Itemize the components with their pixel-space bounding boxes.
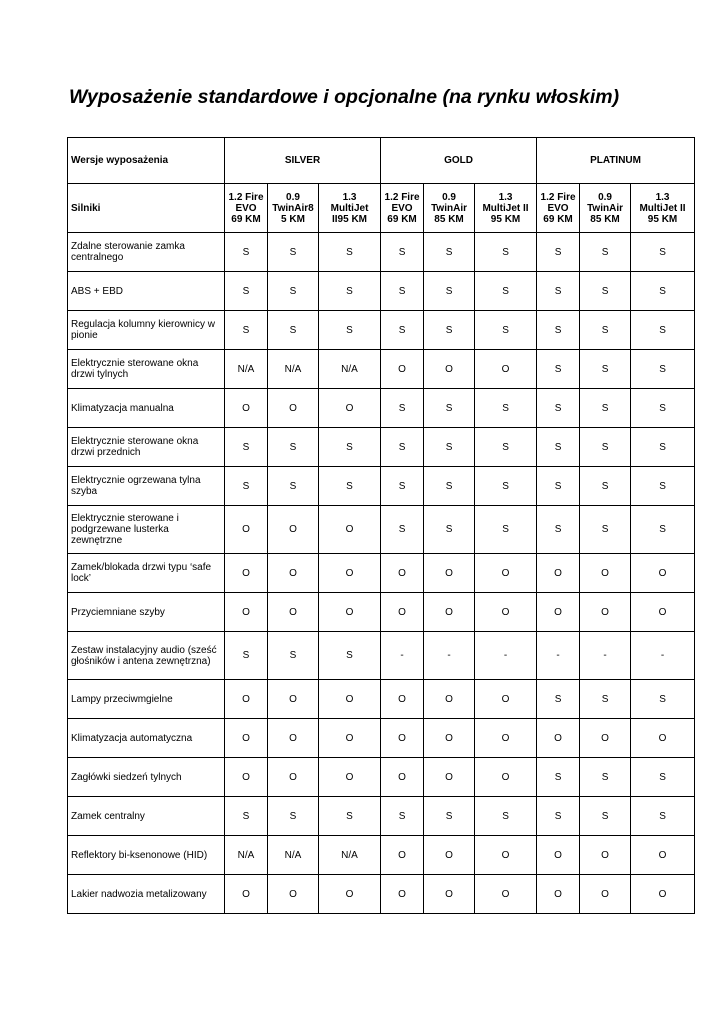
feature-line: Zamek/blokada drzwi typu ‘safe (71, 562, 212, 573)
value-cell: O (319, 506, 381, 554)
value-cell: S (475, 797, 537, 836)
value-cell: S (631, 680, 695, 719)
engine-line: 85 KM (590, 213, 620, 225)
value-cell: O (319, 554, 381, 593)
value-cell: S (319, 311, 381, 350)
value-cell: O (475, 350, 537, 389)
value-cell: S (580, 389, 631, 428)
value-cell: S (580, 758, 631, 797)
engine-line: 5 KM (281, 213, 305, 225)
value-cell: S (319, 233, 381, 272)
feature-name-cell (68, 680, 225, 719)
value-cell: S (268, 797, 319, 836)
value-cell: O (475, 554, 537, 593)
value-cell: O (319, 758, 381, 797)
value-cell: S (381, 311, 424, 350)
value-cell: S (424, 311, 475, 350)
value-cell: O (225, 506, 268, 554)
value-cell: S (475, 506, 537, 554)
value-cell: O (475, 719, 537, 758)
feature-name-cell (68, 554, 225, 593)
value-cell: S (580, 506, 631, 554)
value-cell: S (319, 797, 381, 836)
engine-line: 69 KM (543, 213, 573, 225)
feature-line: centralnego (71, 252, 124, 263)
value-cell: O (319, 680, 381, 719)
engine-line: MultiJet II (639, 202, 686, 214)
engine-line: EVO (235, 202, 257, 214)
value-cell: O (268, 758, 319, 797)
value-cell: S (631, 467, 695, 506)
value-cell: O (319, 875, 381, 914)
value-cell: S (424, 467, 475, 506)
value-cell: O (225, 554, 268, 593)
value-cell: S (268, 632, 319, 680)
value-cell: S (424, 797, 475, 836)
value-cell: S (580, 428, 631, 467)
feature-name-cell (68, 467, 225, 506)
value-cell: - (631, 632, 695, 680)
value-cell: S (381, 467, 424, 506)
value-cell: N/A (268, 350, 319, 389)
value-cell: O (475, 680, 537, 719)
value-cell: O (424, 593, 475, 632)
value-cell: S (225, 311, 268, 350)
value-cell: O (631, 836, 695, 875)
table-row (68, 554, 695, 593)
value-cell: S (381, 428, 424, 467)
engine-header-cell (225, 184, 268, 233)
value-cell: S (631, 311, 695, 350)
engine-line: 85 KM (434, 213, 464, 225)
engine-line: 0.9 (286, 191, 300, 203)
feature-name-cell (68, 350, 225, 389)
version-gold: GOLD (381, 138, 537, 184)
value-cell: O (631, 593, 695, 632)
value-cell: S (537, 506, 580, 554)
feature-line: Zestaw instalacyjny audio (sześć (71, 644, 217, 656)
engine-header-cell (381, 184, 424, 233)
value-cell: O (268, 506, 319, 554)
value-cell: S (424, 428, 475, 467)
value-cell: N/A (225, 836, 268, 875)
value-cell: S (381, 389, 424, 428)
value-cell: O (381, 350, 424, 389)
table-row (68, 719, 695, 758)
value-cell: S (225, 797, 268, 836)
engine-header-cell (631, 184, 695, 233)
value-cell: O (225, 593, 268, 632)
engine-line: 69 KM (231, 213, 261, 225)
value-cell: S (268, 233, 319, 272)
value-cell: O (319, 719, 381, 758)
table-row (68, 272, 695, 311)
feature-name-cell (68, 506, 225, 554)
table-row (68, 233, 695, 272)
table-row (68, 758, 695, 797)
feature-line: Elektrycznie ogrzewana tylna (71, 475, 201, 486)
table-row (68, 506, 695, 554)
engine-line: TwinAir8 (272, 202, 314, 214)
value-cell: O (381, 680, 424, 719)
value-cell: O (475, 875, 537, 914)
feature-line: Zamek centralny (71, 810, 145, 822)
value-cell: O (475, 593, 537, 632)
value-cell: N/A (319, 836, 381, 875)
value-cell: S (475, 272, 537, 311)
value-cell: S (424, 389, 475, 428)
engine-line: TwinAir (587, 202, 623, 214)
value-cell: S (631, 389, 695, 428)
value-cell: S (631, 428, 695, 467)
table-row (68, 836, 695, 875)
feature-line: pionie (71, 330, 98, 341)
value-cell: S (580, 680, 631, 719)
feature-line: Zdalne sterowanie zamka (71, 241, 185, 252)
value-cell: S (475, 233, 537, 272)
table-row (68, 875, 695, 914)
value-cell: S (268, 467, 319, 506)
value-cell: S (537, 758, 580, 797)
value-cell: S (580, 233, 631, 272)
value-cell: S (631, 272, 695, 311)
engines-label: Silniki (68, 184, 225, 233)
engine-line: 1.2 Fire (228, 191, 264, 203)
engine-line: 1.3 (498, 191, 513, 203)
engine-line: 1.2 Fire (540, 191, 576, 203)
table-row (68, 311, 695, 350)
engine-line: MultiJet (330, 202, 369, 214)
value-cell: S (225, 428, 268, 467)
value-cell: S (381, 506, 424, 554)
version-silver: SILVER (225, 138, 381, 184)
engine-header-cell (424, 184, 475, 233)
feature-line: Lakier nadwozia metalizowany (71, 888, 207, 900)
engine-line: II95 KM (332, 213, 368, 225)
value-cell: O (268, 593, 319, 632)
value-cell: O (631, 719, 695, 758)
value-cell: N/A (319, 350, 381, 389)
value-cell: S (268, 311, 319, 350)
value-cell: - (580, 632, 631, 680)
engine-line: TwinAir (431, 202, 467, 214)
feature-line: Elektrycznie sterowane i (71, 513, 179, 524)
feature-line: Regulacja kolumny kierownicy w (71, 319, 215, 330)
value-cell: O (475, 836, 537, 875)
versions-label: Wersje wyposażenia (68, 138, 225, 184)
feature-name-cell (68, 836, 225, 875)
feature-name-cell (68, 428, 225, 467)
value-cell: O (537, 719, 580, 758)
feature-line: zewnętrzne (71, 535, 123, 546)
value-cell: O (319, 389, 381, 428)
value-cell: O (537, 875, 580, 914)
engine-header-cell (580, 184, 631, 233)
value-cell: - (475, 632, 537, 680)
value-cell: O (225, 680, 268, 719)
value-cell: S (225, 272, 268, 311)
feature-line: Klimatyzacja automatyczna (71, 732, 193, 744)
feature-name-cell (68, 593, 225, 632)
feature-line: Elektrycznie sterowane okna (71, 358, 199, 369)
table-row (68, 428, 695, 467)
engine-header-cell (475, 184, 537, 233)
value-cell: S (537, 350, 580, 389)
value-cell: S (537, 428, 580, 467)
value-cell: O (580, 836, 631, 875)
value-cell: S (225, 467, 268, 506)
value-cell: - (537, 632, 580, 680)
table-row (68, 389, 695, 428)
engine-line: 1.3 (342, 191, 357, 203)
value-cell: O (537, 593, 580, 632)
value-cell: S (225, 632, 268, 680)
feature-line: Zagłówki siedzeń tylnych (71, 771, 182, 783)
feature-line: głośników i antena zewnętrzna) (71, 655, 211, 667)
value-cell: S (381, 272, 424, 311)
engine-line: 69 KM (387, 213, 417, 225)
feature-name-cell (68, 797, 225, 836)
page-title: Wyposażenie standardowe i opcjonalne (na rynku włoskim) (69, 86, 620, 108)
value-cell: O (381, 554, 424, 593)
engine-line: MultiJet II (482, 202, 529, 214)
feature-line: Przyciemniane szyby (71, 606, 165, 618)
value-cell: O (631, 875, 695, 914)
value-cell: S (580, 350, 631, 389)
engine-line: 1.2 Fire (384, 191, 420, 203)
feature-line: lock’ (71, 573, 92, 584)
value-cell: S (537, 467, 580, 506)
value-cell: S (424, 233, 475, 272)
value-cell: S (319, 467, 381, 506)
value-cell: S (631, 506, 695, 554)
value-cell: O (381, 875, 424, 914)
value-cell: O (225, 758, 268, 797)
engine-line: EVO (391, 202, 413, 214)
feature-name-cell (68, 632, 225, 680)
value-cell: S (381, 233, 424, 272)
value-cell: S (580, 467, 631, 506)
value-cell: O (475, 758, 537, 797)
equipment-table (67, 137, 695, 914)
value-cell: O (537, 836, 580, 875)
value-cell: S (319, 272, 381, 311)
engine-header-cell (537, 184, 580, 233)
value-cell: S (631, 758, 695, 797)
table-row (68, 467, 695, 506)
value-cell: O (381, 719, 424, 758)
value-cell: S (475, 428, 537, 467)
value-cell: O (580, 875, 631, 914)
engine-header-cell (268, 184, 319, 233)
value-cell: O (381, 836, 424, 875)
value-cell: S (580, 797, 631, 836)
value-cell: O (424, 719, 475, 758)
value-cell: O (381, 593, 424, 632)
table-row (68, 680, 695, 719)
value-cell: S (537, 311, 580, 350)
value-cell: S (631, 797, 695, 836)
value-cell: O (268, 554, 319, 593)
version-platinum: PLATINUM (537, 138, 695, 184)
value-cell: S (537, 233, 580, 272)
feature-line: podgrzewane lusterka (71, 524, 169, 535)
value-cell: S (537, 389, 580, 428)
value-cell: O (381, 758, 424, 797)
engine-line: 95 KM (490, 213, 521, 225)
engines-header-row (68, 184, 695, 233)
feature-name-cell (68, 233, 225, 272)
value-cell: S (537, 797, 580, 836)
value-cell: S (225, 233, 268, 272)
value-cell: S (580, 272, 631, 311)
value-cell: S (475, 389, 537, 428)
value-cell: S (424, 506, 475, 554)
value-cell: O (537, 554, 580, 593)
feature-name-cell (68, 875, 225, 914)
value-cell: S (631, 233, 695, 272)
feature-line: ABS + EBD (71, 285, 123, 297)
feature-line: Elektrycznie sterowane okna (71, 436, 199, 447)
value-cell: O (580, 593, 631, 632)
value-cell: O (424, 554, 475, 593)
value-cell: N/A (225, 350, 268, 389)
value-cell: S (631, 350, 695, 389)
value-cell: O (225, 875, 268, 914)
value-cell: S (319, 632, 381, 680)
value-cell: - (424, 632, 475, 680)
engine-header-cell (319, 184, 381, 233)
value-cell: S (537, 272, 580, 311)
feature-name-cell (68, 719, 225, 758)
feature-name-cell (68, 311, 225, 350)
value-cell: O (268, 875, 319, 914)
value-cell: O (225, 719, 268, 758)
value-cell: O (424, 350, 475, 389)
value-cell: O (268, 680, 319, 719)
engine-line: 95 KM (647, 213, 678, 225)
value-cell: - (381, 632, 424, 680)
feature-line: Lampy przeciwmgielne (71, 693, 173, 705)
value-cell: O (424, 680, 475, 719)
table-row (68, 350, 695, 389)
value-cell: S (475, 467, 537, 506)
value-cell: N/A (268, 836, 319, 875)
feature-line: Reflektory bi-ksenonowe (HID) (71, 849, 208, 861)
value-cell: O (424, 875, 475, 914)
value-cell: S (475, 311, 537, 350)
feature-line: drzwi przednich (71, 447, 141, 458)
feature-line: drzwi tylnych (71, 369, 129, 380)
engine-line: 0.9 (442, 191, 456, 203)
value-cell: S (424, 272, 475, 311)
value-cell: O (424, 836, 475, 875)
value-cell: O (631, 554, 695, 593)
value-cell: S (381, 797, 424, 836)
feature-name-cell (68, 272, 225, 311)
value-cell: S (319, 428, 381, 467)
value-cell: O (319, 593, 381, 632)
feature-name-cell (68, 758, 225, 797)
value-cell: O (424, 758, 475, 797)
engine-line: 1.3 (655, 191, 670, 203)
feature-line: Klimatyzacja manualna (71, 402, 174, 414)
table-row (68, 797, 695, 836)
engine-line: 0.9 (598, 191, 612, 203)
table-row (68, 593, 695, 632)
versions-header-row (68, 138, 695, 184)
engine-line: EVO (547, 202, 569, 214)
value-cell: O (580, 719, 631, 758)
value-cell: S (537, 680, 580, 719)
feature-name-cell (68, 389, 225, 428)
value-cell: O (268, 719, 319, 758)
value-cell: S (580, 311, 631, 350)
value-cell: S (268, 272, 319, 311)
value-cell: O (580, 554, 631, 593)
table-row (68, 632, 695, 680)
value-cell: O (225, 389, 268, 428)
value-cell: O (268, 389, 319, 428)
feature-line: szyba (71, 486, 98, 497)
value-cell: S (268, 428, 319, 467)
